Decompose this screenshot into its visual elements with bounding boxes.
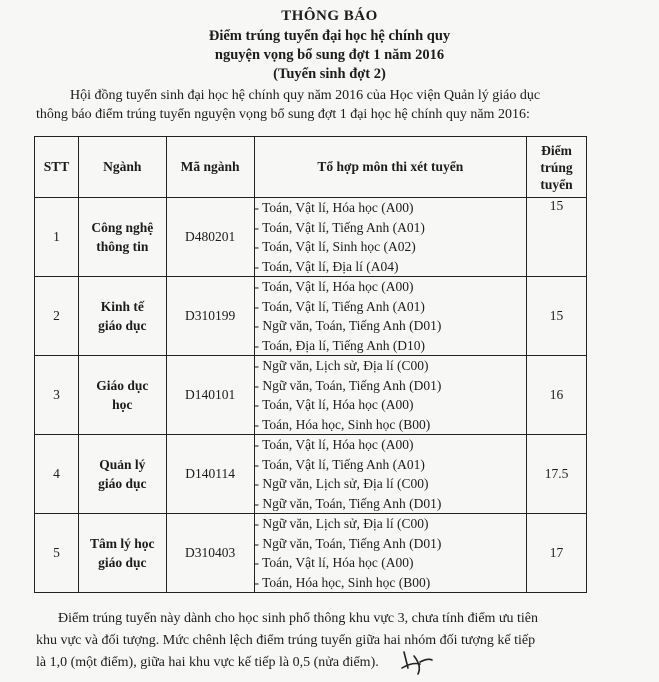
combo-item: - Toán, Vật lí, Hóa học (A00) bbox=[254, 555, 414, 570]
row-major-line-1: Quản lý bbox=[99, 457, 146, 472]
header-major: Ngành bbox=[78, 137, 166, 198]
table-row bbox=[35, 277, 587, 356]
row-code: D140101 bbox=[166, 356, 254, 435]
combo-item: - Toán, Vật lí, Địa lí (A04) bbox=[254, 258, 399, 274]
document-subtitle-line-2: nguyện vọng bổ sung đợt 1 năm 2016 bbox=[214, 47, 445, 63]
row-combos bbox=[254, 277, 527, 356]
header-score-line-1: Điểm bbox=[541, 142, 572, 158]
row-score: 15 bbox=[527, 198, 587, 277]
combo-item: - Toán, Vật lí, Tiếng Anh (A01) bbox=[254, 456, 425, 472]
combo-item: - Toán, Vật lí, Tiếng Anh (A01) bbox=[254, 219, 425, 235]
combo-item: - Ngữ văn, Lịch sử, Địa lí (C00) bbox=[254, 476, 429, 491]
table-header-row bbox=[35, 137, 587, 198]
row-major bbox=[78, 435, 166, 514]
document-title: THÔNG BÁO bbox=[281, 8, 378, 24]
combo-item: - Ngữ văn, Toán, Tiếng Anh (D01) bbox=[254, 535, 442, 551]
footer-line-2: khu vực và đối tượng. Mức chênh lệch điểm trúng tuyển giữa hai nhóm đối tượng kế tiếp bbox=[36, 633, 536, 648]
header-score-line-3: tuyển bbox=[540, 176, 573, 192]
row-combos bbox=[254, 435, 527, 514]
row-code: D140114 bbox=[166, 435, 254, 514]
combo-item: - Toán, Địa lí, Tiếng Anh (D10) bbox=[254, 337, 426, 353]
row-major bbox=[78, 277, 166, 356]
row-major-line-2: giáo dục bbox=[98, 476, 147, 491]
combo-item: - Ngữ văn, Toán, Tiếng Anh (D01) bbox=[254, 377, 442, 393]
row-stt: 4 bbox=[35, 435, 79, 514]
row-score: 16 bbox=[527, 356, 587, 435]
row-major bbox=[78, 198, 166, 277]
intro-line-2: thông báo điểm trúng tuyển nguyện vọng bổ sung đợt 1 đại học hệ chính quy năm 2016: bbox=[36, 107, 530, 122]
row-combos bbox=[254, 198, 527, 277]
combo-item: - Ngữ văn, Toán, Tiếng Anh (D01) bbox=[254, 318, 442, 333]
header-code: Mã ngành bbox=[166, 137, 254, 198]
row-stt: 3 bbox=[35, 356, 79, 435]
combo-item: - Toán, Vật lí, Hóa học (A00) bbox=[254, 200, 414, 215]
combo-item: - Ngữ văn, Toán, Tiếng Anh (D01) bbox=[254, 495, 442, 511]
table-row bbox=[35, 198, 587, 277]
row-code: D480201 bbox=[166, 198, 254, 277]
combo-item: - Toán, Vật lí, Hóa học (A00) bbox=[254, 279, 414, 294]
row-score: 17.5 bbox=[527, 435, 587, 514]
row-stt: 2 bbox=[35, 277, 79, 356]
row-major bbox=[78, 356, 166, 435]
combo-item: - Toán, Vật lí, Hóa học (A00) bbox=[254, 397, 414, 412]
table-row bbox=[35, 514, 587, 593]
header-combos: Tổ hợp môn thi xét tuyển bbox=[254, 137, 527, 198]
footer-line-3: là 1,0 (một điểm), giữa hai khu vực kế tiếp là 0,5 (nửa điểm). bbox=[36, 655, 379, 670]
table-row bbox=[35, 356, 587, 435]
row-score: 17 bbox=[527, 514, 587, 593]
document-subtitle-line-3: (Tuyển sinh đợt 2) bbox=[273, 66, 386, 82]
row-major-line-1: Giáo dục bbox=[96, 378, 149, 393]
admission-scores-table bbox=[34, 136, 587, 593]
row-major-line-2: học bbox=[112, 397, 133, 412]
intro-line-1: Hội đồng tuyển sinh đại học hệ chính quy năm 2016 của Học viện Quản lý giáo dục bbox=[70, 88, 541, 103]
row-stt: 5 bbox=[35, 514, 79, 593]
row-code: D310403 bbox=[166, 514, 254, 593]
row-major-line-1: Kinh tế bbox=[100, 299, 144, 314]
combo-item: - Toán, Hóa học, Sinh học (B00) bbox=[254, 416, 431, 432]
combo-item: - Ngữ văn, Lịch sử, Địa lí (C00) bbox=[254, 516, 429, 531]
row-combos bbox=[254, 356, 527, 435]
row-major-line-1: Công nghệ bbox=[91, 220, 154, 235]
document-subtitle-line-1: Điểm trúng tuyển đại học hệ chính quy bbox=[208, 28, 451, 44]
row-stt: 1 bbox=[35, 198, 79, 277]
combo-item: - Ngữ văn, Lịch sử, Địa lí (C00) bbox=[254, 358, 429, 373]
combo-item: - Toán, Vật lí, Tiếng Anh (A01) bbox=[254, 298, 425, 314]
row-major-line-2: giáo dục bbox=[98, 555, 147, 570]
header-score bbox=[527, 137, 587, 198]
row-score: 15 bbox=[527, 277, 587, 356]
combo-item: - Toán, Vật lí, Hóa học (A00) bbox=[254, 437, 414, 452]
combo-item: - Toán, Vật lí, Sinh học (A02) bbox=[254, 239, 416, 254]
combo-item: - Toán, Hóa học, Sinh học (B00) bbox=[254, 574, 431, 590]
footer-line-1: Điểm trúng tuyển này dành cho học sinh phổ thông khu vực 3, chưa tính điểm ưu tiên bbox=[58, 611, 539, 626]
handwritten-initial-icon bbox=[398, 648, 438, 676]
row-combos bbox=[254, 514, 527, 593]
row-major-line-2: thông tin bbox=[96, 239, 149, 254]
row-major-line-1: Tâm lý học bbox=[90, 536, 155, 551]
row-major bbox=[78, 514, 166, 593]
row-major-line-2: giáo dục bbox=[98, 318, 147, 333]
row-code: D310199 bbox=[166, 277, 254, 356]
header-stt: STT bbox=[35, 137, 79, 198]
table-row bbox=[35, 435, 587, 514]
header-score-line-2: trúng bbox=[540, 159, 573, 175]
